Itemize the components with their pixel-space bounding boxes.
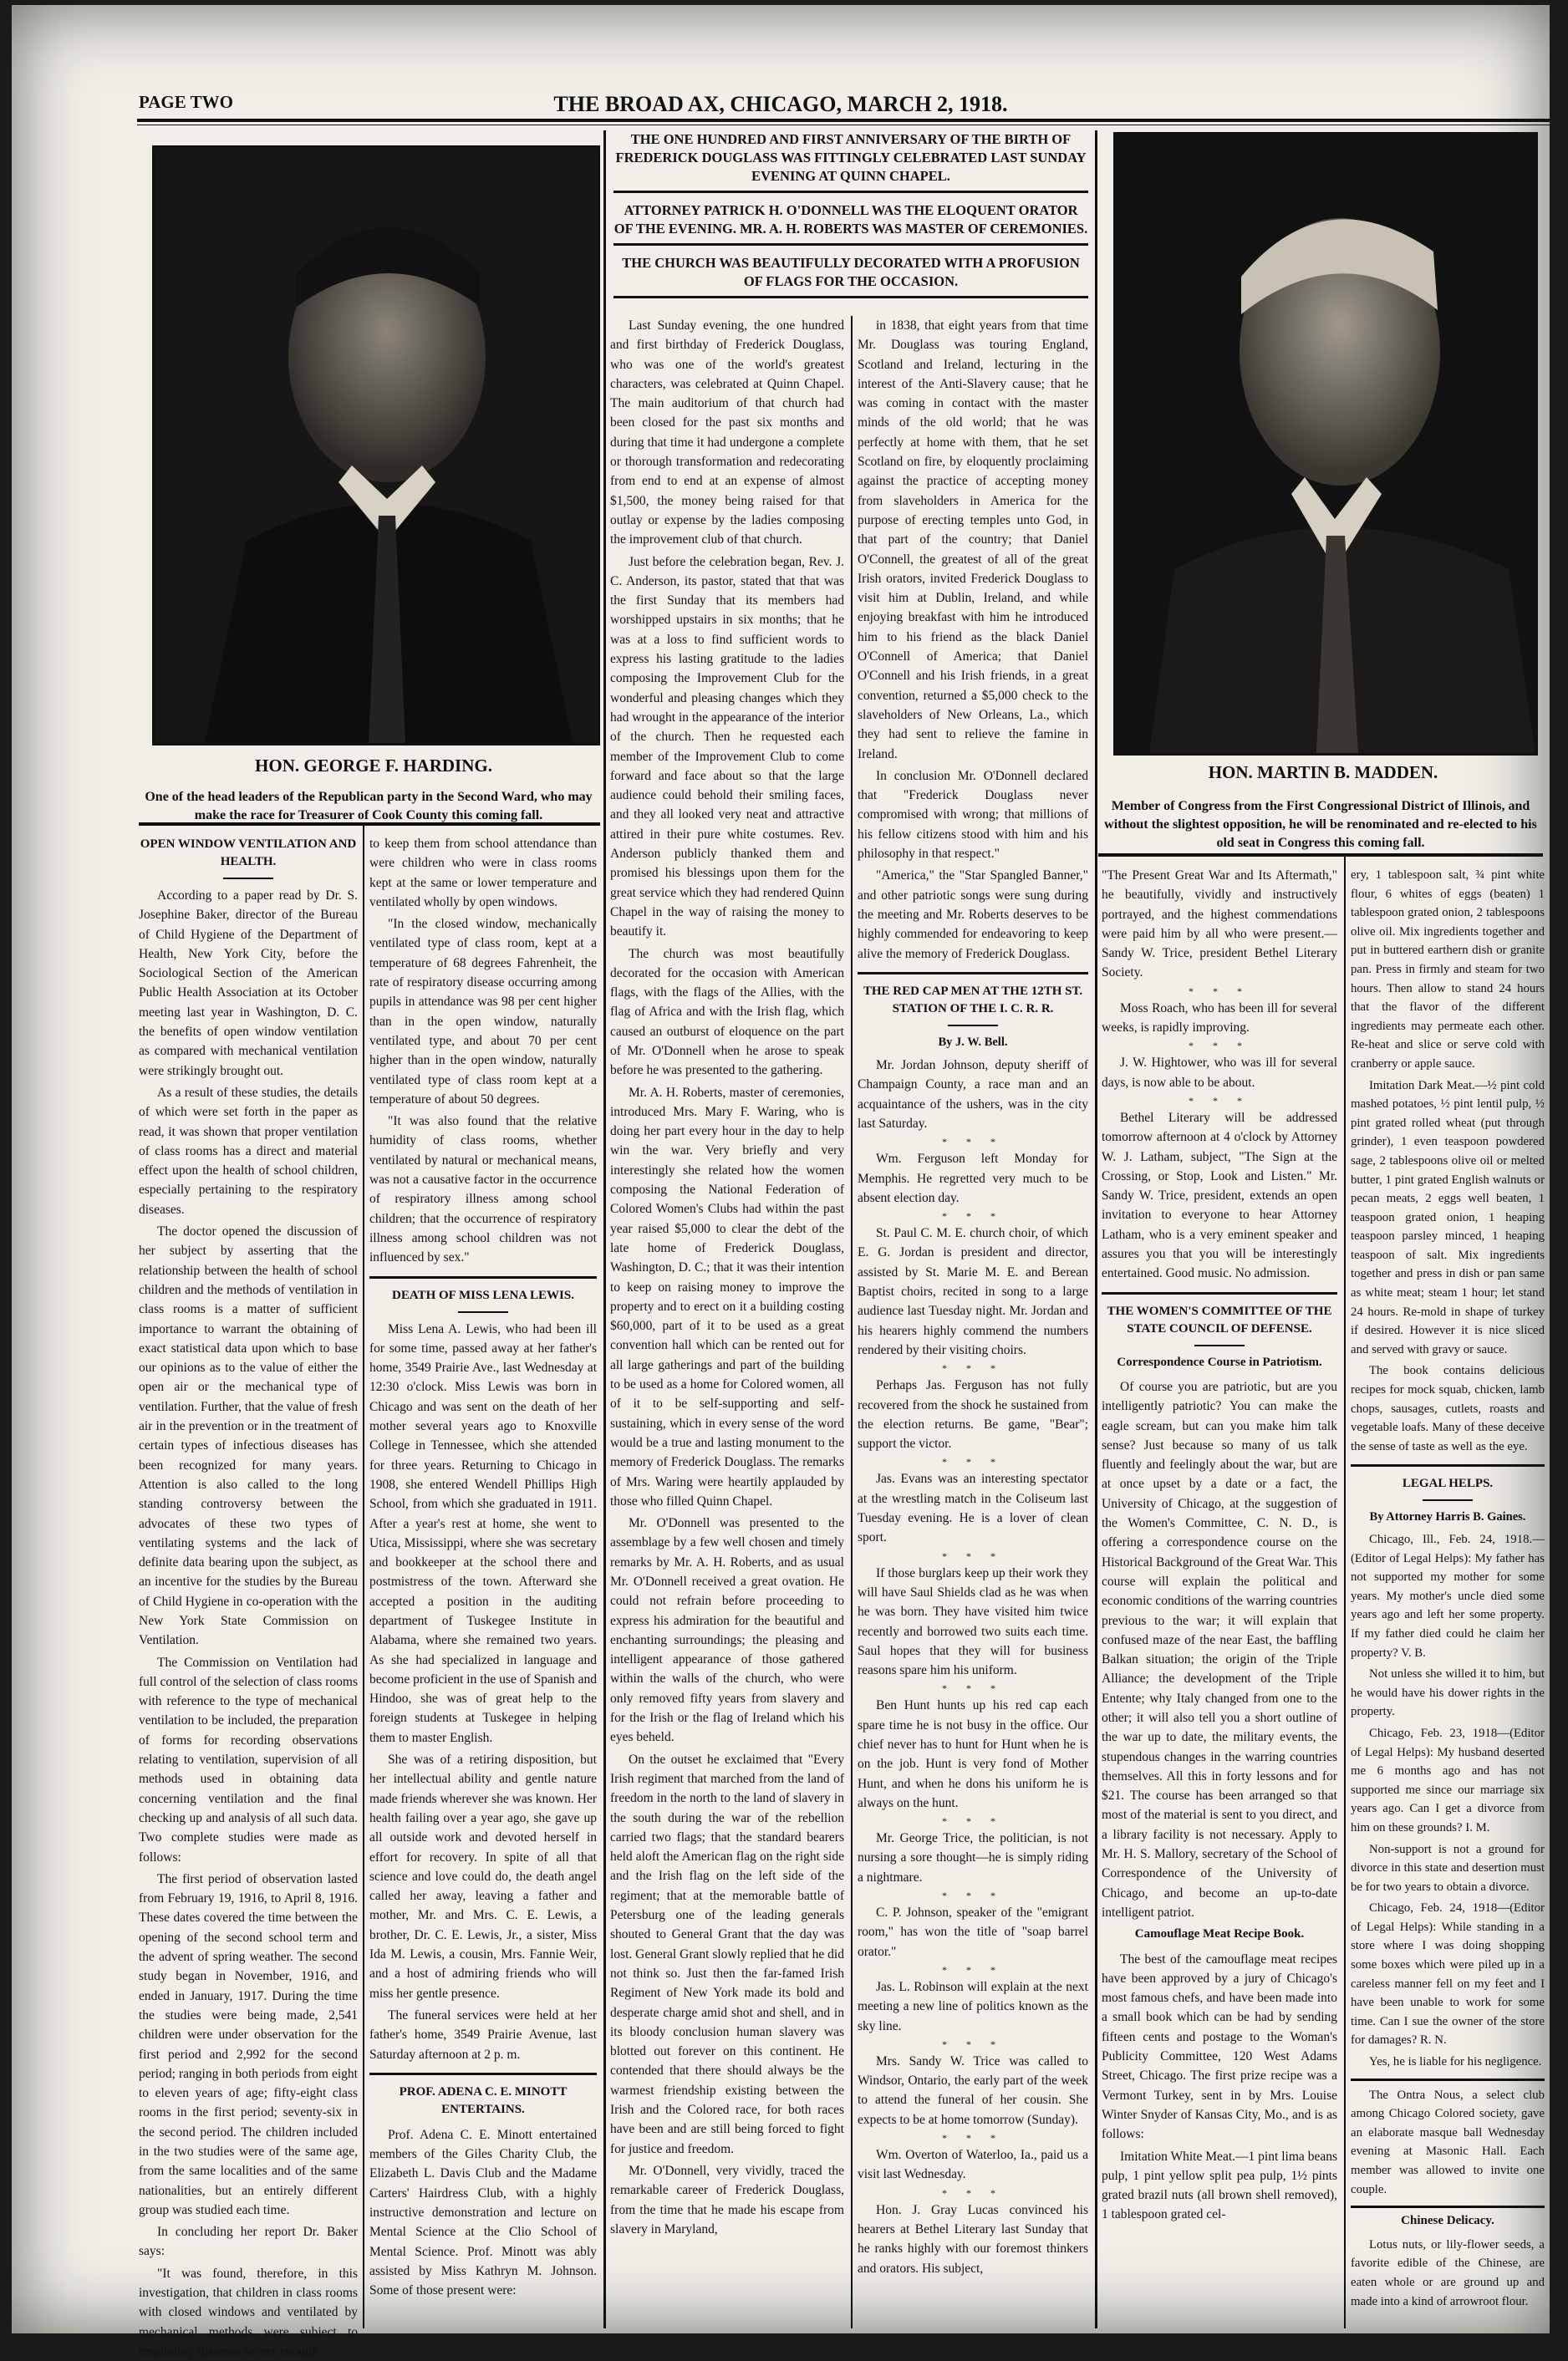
column-rule — [851, 316, 853, 2328]
section-rule — [369, 1276, 597, 1279]
paragraph: Imitation White Meat.—1 pint lima beans pulp, 1 pint yellow split pea pulp, 1½ pints grated brazil nuts (all brown shell removed), 1 tablespoon grated cel- — [1102, 2149, 1337, 2222]
lead-headlines — [613, 130, 1088, 298]
legal-item: Not unless she willed it to him, but he would have his dower rights in the property. — [1351, 1667, 1545, 1719]
red-cap-item: Perhaps Jas. Ferguson has not fully recovered from the shock he sustained from the election returns. Be game, "Bear"; support the victor. — [858, 1378, 1088, 1452]
paragraph: Prof. Adena C. E. Minott entertained members of the Giles Charity Club, the Elizabeth L. Davis Club and the Madame Carters' Hairdress Club, with a highly instructive demonstration and lecture on Mental Science at the Clio School of Mental Science. Prof. Minott was ably assisted by Miss Kathryn M. Johnson. Some of those present were: — [369, 2127, 597, 2298]
masthead-rule — [137, 119, 1550, 122]
paragraph: Imitation Dark Meat.—½ pint cold mashed potatoes, ½ pint lentil pulp, ½ pint grated rolled wheat (put through grinder), 1 even teaspoon powdered sage, 2 tablespoons olive oil or melted butter, 1 pint grated English walnuts or pecan meats, 2 eggs well beaten, 1 teaspoon grated onion, 1 heaping teaspoon parsley minced, 1 heaping teaspoon of salt. Mix ingredients together and press in dish or pan same as white meat; steam 1 hour; let stand 24 hours. Re-mold in shape of turkey if desired. However it is nice sliced and served with gravy or sauce. — [1351, 1078, 1545, 1356]
paragraph: Miss Lena A. Lewis, who had been ill for some time, passed away at her father's home, 3549 Prairie Ave., last Wednesday at 12:30 o'clock. Miss Lewis was born in Chicago and was sent on the death of her mother several years ago to Knoxville College in Tennessee, which she attended for three years. Returning to Chicago in 1908, she entered Wendell Phillips High School, from which she graduated in 1911. After a year's rest at home, she went to Utica, Mississippi, where she was secretary and bookkeeper at the school there and postmistress of the town. Afterward she accepted a position in the auditing department of Tuskegee Institute in Alabama, where she remained two years. As she had specialized in language and become proficient in the use of Spanish and Hindoo, she was of great help to the foreign students at Tuskegee in helping them to master English. — [369, 1321, 597, 1745]
separator: * * * — [942, 2038, 1004, 2050]
section-rule — [369, 2073, 597, 2075]
chinese-delicacy-title: Chinese Delicacy. — [1401, 2214, 1494, 2228]
separator: * * * — [1189, 1040, 1250, 1052]
headline-rule — [613, 243, 1088, 246]
paragraph: The doctor opened the discussion of her subject by asserting that the relationship between the health of school children and the methods of ventilation in class rooms is a matter of sufficient importance to warrant the obtaining of exact statistical data upon which to base our opinions as to the value of either the open air or the mechanical type of ventilation. Further, that the value of fresh air in the prevention or in the treatment of certain types of infectious diseases has been recognized for many years. Attention is also called to the long standing controversy between the advocates of these two types of ventilating systems and the lack of definite data bearing upon the subject, as an incentive for the studies by the Bureau of Child Hygiene in co-operation with the New York State Commission on Ventilation. — [139, 1224, 358, 1648]
legal-helps-byline: By Attorney Harris B. Gaines. — [1369, 1510, 1526, 1524]
legal-item: Yes, he is liable for his negligence. — [1369, 2055, 1542, 2069]
short-rule — [458, 1311, 508, 1313]
paragraph: Lotus nuts, or lily-flower seeds, a favorite edible of the Chinese, are eaten whole or are ground up and made into a kind of arrowroot flour. — [1351, 2237, 1545, 2308]
separator: * * * — [942, 1136, 1004, 1148]
red-cap-item: C. P. Johnson, speaker of the "emigrant room," has won the title of "soap barrel orator." — [858, 1906, 1088, 1959]
column-rule — [1344, 856, 1346, 2328]
portrait-harding — [152, 145, 600, 745]
paragraph: The funeral services were held at her father's home, 3549 Prairie Avenue, last Saturday afternoon at 2 p. m. — [369, 2007, 597, 2062]
red-cap-item: Jas. Evans was an interesting spectator at the wrestling match in the Coliseum last Tuesday evening. He is a lover of clean sport. — [858, 1472, 1088, 1545]
paragraph: to keep them from school attendance than were children who were in class rooms kept at the same or lower temperature and ventilated wholly by open windows. — [369, 837, 597, 909]
legal-item: Chicago, Feb. 23, 1918—(Editor of Legal Helps): My husband deserted me 6 months ago and has not supported me since our marriage six years ago. Can I get a divorce from him on these grounds? I. M. — [1351, 1726, 1545, 1834]
section-rule — [1102, 1292, 1337, 1295]
separator: * * * — [942, 1815, 1004, 1828]
paragraph: The first period of observation lasted from February 19, 1916, to April 8, 1916. These dates covered the time between the opening of the second school term and the advent of spring weather. The second study began in November, 1916, and ended in January, 1917. During the time the studies were being made, 2,541 children were under observation for the first period and 2,992 for the second period; ranging in both periods from eight to eleven years of age; fifty-eight class rooms in the first period; seventy-six in the second period. The children included in the two studies were of the same age, from the same localities and of the same nationalities, but an entirely different group was studied each time. — [139, 1871, 358, 2217]
subcaption-madden: Member of Congress from the First Congressional District of Illinois, and without the slightest opposition, he will be renominated and re-elected to his old seat in Congress this coming fall. — [1104, 799, 1537, 850]
separator: * * * — [1189, 1094, 1250, 1107]
paragraph: Mr. O'Donnell, very vividly, traced the remarkable career of Frederick Douglass, from the time that he made his escape from slavery in Maryland, — [610, 2163, 844, 2236]
short-rule — [1194, 1345, 1245, 1346]
separator: * * * — [942, 1549, 1004, 1562]
lead-story-column-a — [610, 316, 844, 2322]
red-cap-item: Ben Hunt hunts up his red cap each spare time he is not busy in the office. Our chief never has to hunt for Hunt when he is on the job. Hunt is very fond of Mother Hunt, and when he dons his uniform he is always on the hunt. — [858, 1698, 1088, 1810]
paragraph: "It was found, therefore, in this investigation, that children in class rooms with closed windows and ventilated by mechanical methods were subject to respiratory diseases severe enough — [139, 2266, 358, 2358]
section-rule — [1098, 853, 1543, 857]
headline-1: THE ONE HUNDRED AND FIRST ANNIVERSARY OF THE BIRTH OF FREDERICK DOUGLASS WAS FITTINGLY CELEBRATED LAST SUNDAY EVENING AT QUINN CHAPEL. — [615, 131, 1087, 184]
separator: * * * — [942, 1963, 1004, 1976]
recipe-title: Camouflage Meat Recipe Book. — [1134, 1927, 1305, 1941]
paragraph: As a result of these studies, the details of which were set forth in the paper as read, it was shown that proper ventilation of class rooms has a direct and material effect upon the health of school children, especially pertaining to the respiratory diseases. — [139, 1085, 358, 1217]
paragraph: Bethel Literary will be addressed tomorrow afternoon at 4 o'clock by Attorney W. J. Latham, subject, "The Sign at the Crossing, or Stop, Look and Listen." Mr. Sandy W. Trice, president, extends an open invitation to everyone to hear Attorney Latham, who is a very eminent speaker and assures you that you will be interestingly entertained. Good music. No admission. — [1102, 1110, 1337, 1281]
red-cap-item: Mr. Jordan Johnson, deputy sheriff of Champaign County, a race man and an acquaintance of the ushers, was in the city last Saturday. — [858, 1058, 1088, 1131]
paragraph: The church was most beautifully decorated for the occasion with American flags, with the flags of the Allies, with the flag of Africa and with the Irish flag, which caused an outburst of eloquence on the part of Mr. O'Donnell when he arose to speak before he was presented to the gathering. — [610, 946, 844, 1078]
headline-2: ATTORNEY PATRICK H. O'DONNELL WAS THE ELOQUENT ORATOR OF THE EVENING. MR. A. H. ROBERTS WAS MASTER OF CEREMONIES. — [613, 202, 1088, 237]
lena-lewis-title: DEATH OF MISS LENA LEWIS. — [392, 1288, 574, 1302]
separator: * * * — [942, 1682, 1004, 1695]
right-column-a — [1102, 866, 1337, 2322]
section-rule — [858, 972, 1088, 974]
red-cap-item: Jas. L. Robinson will explain at the next meeting a new line of politics known as the sky line. — [858, 1979, 1088, 2033]
red-cap-title: THE RED CAP MEN AT THE 12TH ST. STATION OF THE I. C. R. R. — [863, 984, 1083, 1015]
paragraph: The book contains delicious recipes for mock squab, chicken, lamb chops, sausages, cutlets, roasts and vegetable loafs. Many of these deceive the sense of taste as well as the eye. — [1351, 1364, 1545, 1453]
right-column-b — [1351, 866, 1545, 2322]
womens-committee-subtitle: Correspondence Course in Patriotism. — [1117, 1355, 1322, 1369]
legal-item: Non-support is not a ground for divorce in this state and desertion must be for two years to obtain a divorce. — [1351, 1842, 1545, 1894]
separator: * * * — [942, 1210, 1004, 1223]
paragraph: The Ontra Nous, a select club among Chicago Colored society, gave an elaborate masque ball Wednesday evening at Masonic Hall. Each member was allowed to invite one couple. — [1351, 2088, 1545, 2196]
lead-story-column-b — [858, 316, 1088, 2322]
masthead-title: THE BROAD AX, CHICAGO, MARCH 2, 1918. — [553, 92, 1008, 116]
red-cap-item: Mrs. Sandy W. Trice was called to Windsor, Ontario, the early part of the week to attend the funeral of her cousin. She expects to be at home tomorrow (Sunday). — [858, 2053, 1088, 2127]
section-rule — [139, 822, 600, 826]
paragraph: The Commission on Ventilation had full control of the selection of class rooms with reference to the type of mechanical ventilation to be included, the preparation of forms for recording observations relating to ventilation, supervision of all methods used in obtaining data concerning ventilation and the final checking up and analysis of all such data. Two complete studies were made as follows: — [139, 1655, 358, 1865]
column-rule — [603, 130, 606, 2328]
separator: * * * — [942, 1456, 1004, 1468]
separator: * * * — [942, 2132, 1004, 2145]
red-cap-byline: By J. W. Bell. — [938, 1035, 1008, 1049]
paragraph: Moss Roach, who has been ill for several weeks, is rapidly improving. — [1102, 1000, 1337, 1035]
ventilation-column-a — [139, 834, 358, 2358]
short-rule — [948, 1025, 998, 1026]
legal-helps-title: LEGAL HELPS. — [1402, 1477, 1494, 1491]
paragraph: Of course you are patriotic, but are you intelligently patriotic? You can make the eagle scream, but can you make him talk sense? Just because so many of us talk fluently and feelingly about the war, but are at once upset by a date or a fact, the University of Chicago, at the suggestion of the Women's Committee, C. N. D., is offering a correspondence course on the Historical Background of the Great War. This course will explain the political and economic conditions of the warring countries previous to the war; it will explain that confused maze of the near East, the baffling Balkan situation; the origin of the Triple Alliance; the development of the Triple Entente; why Italy changed from one to the other; it will also tell you a short outline of the war up to date, the military events, the stupendous changes in the warring countries themselves. All this in forty lessons and for $21. The course has been arranged so that most of the material is sent to you direct, and a library facility is not necessary. Apply to Mr. H. S. Mallory, secretary of the School of Correspondence of the University of Chicago, and become an up-to-date intelligent patriot. — [1102, 1379, 1337, 1920]
ventilation-title: OPEN WINDOW VENTILATION AND HEALTH. — [140, 837, 357, 868]
page-label: PAGE TWO — [139, 92, 233, 112]
paragraph: Last Sunday evening, the one hundred and first birthday of Frederick Douglass, who was one of the world's greatest characters, was celebrated at Quinn Chapel. The main auditorium of that church had been closed for the past six months and during that time it had undergone a complete or thorough transformation and redecorating from end to end at an expense of almost $1,500, the money being raised for that outlay or expense by the ladies composing the improvement club of that church. — [610, 318, 844, 547]
paragraph: In concluding her report Dr. Baker says: — [139, 2225, 358, 2259]
paragraph: "In the closed window, mechanically ventilated type of class room, kept at a temperature of 68 degrees Fahrenheit, the rate of respiratory disease occurring among pupils in attendance was 98 per cent higher than in the open window, naturally ventilated type, and about 70 per cent higher than in the open window, naturally ventilated type of class room kept at a temperature of about 50 degrees. — [369, 917, 597, 1107]
red-cap-item: St. Paul C. M. E. church choir, of which E. G. Jordan is president and director, assisted by St. Marie M. E. and Berean Baptist choirs, recited in song to a large audience last Tuesday night. Mr. Jordan and his hearers highly commend the numbers rendered by their visiting choirs. — [858, 1226, 1088, 1357]
red-cap-item: Hon. J. Gray Lucas convinced his hearers at Bethel Literary last Sunday that he ranks highly with our foremost thinkers and orators. His subject, — [858, 2202, 1088, 2276]
caption-madden: HON. MARTIN B. MADDEN. — [1208, 762, 1438, 782]
column-rule — [363, 824, 364, 2328]
paragraph: On the outset he exclaimed that "Every Irish regiment that marched from the land of freedom in the north to the land of slavery in the south during the war of the rebellion carried two flags; that the standard bearers held aloft the American flag on the right side and the Irish flag on the left side of the regiment; that at the memorable battle of Petersburg one of the leading generals shouted to General Grant that the day was lost. General Grant slowly replied that he did not think so. Just then the far-famed Irish Regiment of New York made its bold and desperate charge amid shot and shell, and in its bloody conclusion human slavery was blotted out forever on this continent. He contended that there should always be the warmest friendship existing between the Irish and the Colored race, for both races have been and are still being forced to fight for justice and freedom. — [610, 1752, 844, 2156]
paragraph: The best of the camouflage meat recipes have been approved by a jury of Chicago's most famous chefs, and have been made into a small book which can be had by sending fifteen cents and postage to the Woman's Publicity Committee, 120 West Adams Street, Chicago. The first prize recipe was a Vermont Turkey, sent in by Mrs. Louise Winter Snyder of Kansas City, Mo., and is as follows: — [1102, 1951, 1337, 2142]
red-cap-item: Wm. Ferguson left Monday for Memphis. He regretted very much to be absent election day. — [858, 1152, 1088, 1205]
section-rule — [1351, 2079, 1545, 2081]
paragraph: She was of a retiring disposition, but her intellectual ability and gentle nature made friends wherever she was known. Her health failing over a year ago, she gave up all outside work and devoted herself in effort for recovery. In spite of all that science and love could do, the death angel called her away, leaving a father and mother, Mr. and Mrs. C. E. Lewis, a brother, Dr. C. E. Lewis, Jr., a sister, Miss Ida M. Lewis, a cousin, Mrs. Fannie Weir, and a host of admiring friends who will miss her gentle presence. — [369, 1753, 597, 2001]
paragraph: Mr. A. H. Roberts, master of ceremonies, introduced Mrs. Mary F. Waring, who is doing her part every hour in the day to help win the war. Very briefly and very interestingly she related how the women composing the National Federation of Colored Women's Clubs had within the past year raised $5,000 to clear the debt of the late home of Frederick Douglass, Washington, D. C.; that it was their intention to keep on raising money to improve the property and to erect on it a building costing $60,000, part of it to be used as a great convention hall which can be rented out for all large gatherings and part of the building to be used as a home for Colored women, all of it to be self-supporting and self-sustaining, which in every sense of the word would be a true and lasting monument to the memory of Frederick Douglass. The remarks of Mrs. Waring were heartily applauded by those who filled Quinn Chapel. — [610, 1085, 844, 1509]
red-cap-item: If those burglars keep up their work they will have Saul Shields clad as he was when he was born. They have visited him twice recently and borrowed two suits each time. Saul hopes that they will for business reasons spare him his uniform. — [858, 1565, 1088, 1678]
subcaption-harding: One of the head leaders of the Republican party in the Second Ward, who may make the race for Treasurer of Cook County this coming fall. — [145, 790, 593, 822]
paragraph: "It was also found that the relative humidity of class rooms, whether ventilated by natural or mechanical means, was not a causative factor in the occurrence of respiratory illness among school children; that the occurrence of respiratory illness among school children was not influenced by sex." — [369, 1114, 597, 1265]
paragraph: in 1838, that eight years from that time Mr. Douglass was touring England, Scotland and Ireland, lecturing in the interest of the Anti-Slavery cause; that he was coming in contact with the master minds of the old world; that he was perfectly at home with them, that he set Scotland on fire, by eloquently proclaiming against the practice of accepting money from slaveholders in America for the purpose of erecting temples unto God, in that part of the country; that Daniel O'Connell, the greatest of all of the great Irish orators, invited Frederick Douglass to visit him at Dublin, Ireland, and while enjoying breakfast with him he introduced him to his friend as the black Daniel O'Connell of America; that Daniel O'Connell and his Irish friends, in a great convention, returned a $5,000 check to the slaveholders of New Orleans, La., which they had sent to relieve the famine in Ireland. — [858, 318, 1088, 761]
section-rule — [1351, 2206, 1545, 2208]
paragraph: In conclusion Mr. O'Donnell declared that "Frederick Douglass never compromised with wrong; that millions of his fellow citizens stood with him and his philosophy in that respect." — [858, 768, 1088, 862]
legal-item: Chicago, Ill., Feb. 24, 1918.—(Editor of Legal Helps): My father has not supported my mother for some years. My mother's uncle died some years ago and left her some property. If my father died could he claim her property? V. B. — [1351, 1533, 1545, 1660]
minott-title: PROF. ADENA C. E. MINOTT ENTERTAINS. — [399, 2084, 568, 2116]
short-rule — [223, 878, 273, 879]
portrait-madden — [1113, 132, 1538, 756]
short-rule — [1423, 1499, 1473, 1501]
section-rule — [1351, 1464, 1545, 1467]
caption-harding: HON. GEORGE F. HARDING. — [255, 756, 492, 776]
ventilation-column-b — [369, 834, 597, 2322]
separator: * * * — [942, 1362, 1004, 1375]
column-rule — [1095, 130, 1097, 2328]
newspaper-page — [12, 5, 1550, 2358]
separator: * * * — [942, 1890, 1004, 1902]
separator: * * * — [942, 2186, 1004, 2199]
paragraph: "The Present Great War and Its Aftermath," he beautifully, vividly and instructively portrayed, and the highest commendations were paid him by all who were present.—Sandy W. Trice, president Bethel Literary Society. — [1102, 868, 1337, 980]
headline-3: THE CHURCH WAS BEAUTIFULLY DECORATED WITH A PROFUSION OF FLAGS FOR THE OCCASION. — [622, 255, 1080, 289]
headline-rule — [613, 296, 1088, 298]
paragraph: Mr. O'Donnell was presented to the assemblage by a few well chosen and timely remarks by Mr. A. H. Roberts, and as usual Mr. O'Donnell received a great ovation. He could not refrain before proceeding to express his admiration for the beautiful and enchanting surroundings; the pleasing and intelligent appearance of those gathered within the walls of the church, who were only removed fifty years from slavery and for the Irish or the flag of Ireland which his eyes beheld. — [610, 1516, 844, 1745]
separator: * * * — [1189, 985, 1250, 997]
paragraph: "America," the "Star Spangled Banner," and other patriotic songs were sung during the meeting and Mr. Roberts deserves to be highly commended for endeavoring to keep alive the memory of Frederick Douglass. — [858, 868, 1088, 961]
paragraph: ery, 1 tablespoon salt, ¾ pint white flour, 6 whites of eggs (beaten) 1 tablespoon grated onion, 2 tablespoons olive oil. Mix ingredients together and put in buttered earthern dish or granite pan. Press in firmly and steam for two hours. Then allow to stand 24 hours that the flavor of the different ingredients may permeate each other. Re-heat and slice or serve cold with cranberry or apple sauce. — [1351, 868, 1545, 1071]
paragraph: Just before the celebration began, Rev. J. C. Anderson, its pastor, stated that that was the first Sunday that its members had worshipped upstairs in six months; that he was at a loss to find sufficient words to express his lasting gratitude to the ladies composing the Improvement Club for the wonderful and pleasing changes which they had wrought in the appearance of the interior of the church. Then he requested each member of the Improvement Club to come forward and face about so that the large audience could behold their smiling faces, and they all looked very neat and attractive attired in their pure white costumes. Rev. Anderson publicly thanked them and promised his blessings upon them for the great service which they had rendered Quinn Chapel in the way of raising the money to beautify it. — [610, 554, 844, 939]
red-cap-item: Mr. George Trice, the politician, is not nursing a sore thought—he is simply riding a nightmare. — [858, 1831, 1088, 1885]
headline-rule — [613, 191, 1088, 193]
red-cap-item: Wm. Overton of Waterloo, Ia., paid us a visit last Wednesday. — [858, 2148, 1088, 2182]
womens-committee-title: THE WOMEN'S COMMITTEE OF THE STATE COUNCIL OF DEFENSE. — [1107, 1304, 1332, 1336]
legal-item: Chicago, Feb. 24, 1918—(Editor of Legal Helps): While standing in a store where I was doing shopping some boxes which were piled up in a careless manner fell on my feet and I have been unable to work for some time. Can I sue the owner of the store for damages? R. N. — [1351, 1901, 1545, 2048]
paragraph: J. W. Hightower, who was ill for several days, is now able to be about. — [1102, 1056, 1337, 1090]
paragraph: According to a paper read by Dr. S. Josephine Baker, director of the Bureau of Child Hygiene of the Department of Health, New York City, before the Sociological Section of the American Public Health Association at its October meeting last year in Washington, D. C. the benefits of open window ventilation as compared with mechanical ventilation were strikingly brought out. — [139, 888, 358, 1078]
